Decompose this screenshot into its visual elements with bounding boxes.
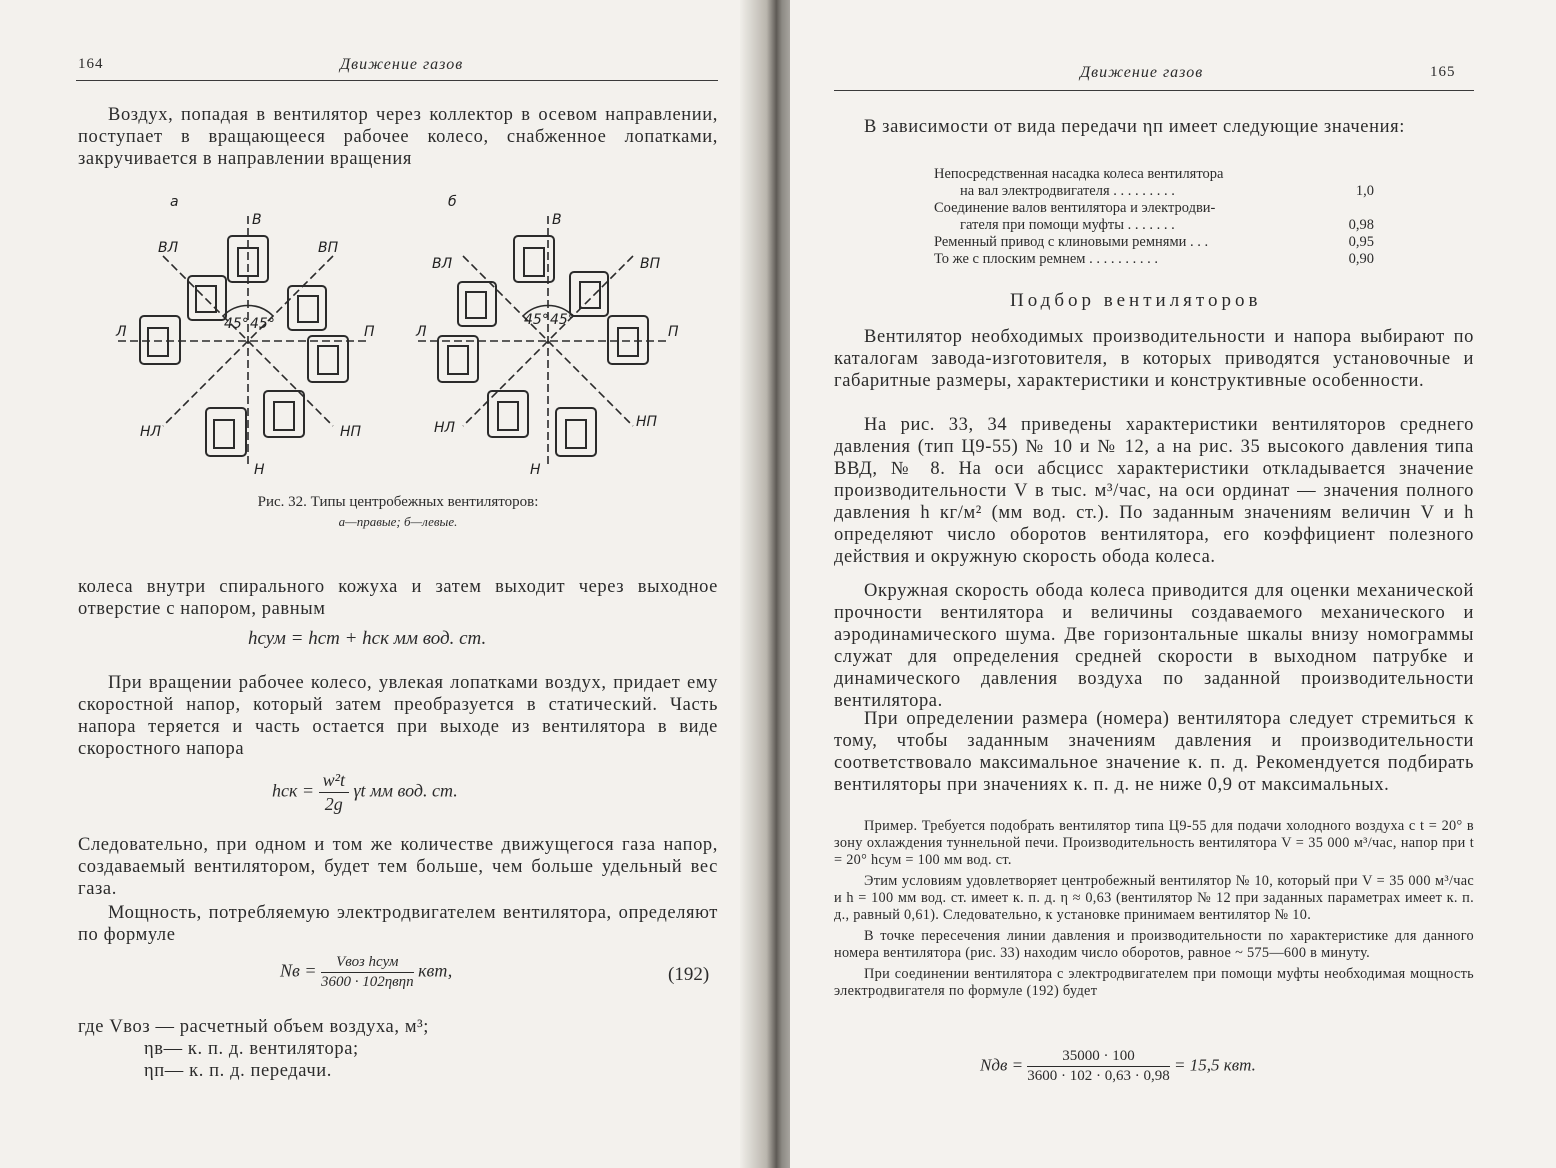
left-para-5: Мощность, потребляемую электродвигателем вентилятора, определяют по формуле xyxy=(78,903,718,945)
left-para-4: Следовательно, при одном и том же количестве движущегося газа напор, создаваемый вентилятором, будет тем больше, чем больше удельный вес газа. xyxy=(78,835,718,899)
left-para-1: Воздух, попадая в вентилятор через коллектор в осевом направлении, поступает в вращающееся рабочее колесо, снабженное лопатками, закручивается в направлении вращения xyxy=(78,105,718,169)
label-VL-a: ВЛ xyxy=(158,240,179,256)
table-row: гателя при помощи муфты . . . . . . . 0,98 xyxy=(960,217,1374,233)
right-running-head xyxy=(790,56,1556,80)
table-row: Непосредственная насадка колеса вентилятора xyxy=(934,166,1224,182)
label-NP-a: НП xyxy=(340,424,362,440)
label-L-a: Л xyxy=(116,324,127,340)
label-angle-b1: 45° xyxy=(524,312,549,328)
equation-192-number: (192) xyxy=(668,964,710,985)
left-page-number: 164 xyxy=(78,56,104,72)
label-P-a: П xyxy=(364,324,375,340)
transmission-efficiency-table xyxy=(934,166,1374,268)
label-L-b: Л xyxy=(416,324,427,340)
example-text xyxy=(834,818,1474,1000)
equation-ndv-fraction: $\frac{35000 \cdot 100}{3600 \cdot 102 \cdot 0,63 \cdot 0,98}$ xyxy=(1027,1048,1170,1084)
left-para-2: колеса внутри спирального кожуха и затем выходит через выходное отверстие с напором, равным xyxy=(78,577,718,619)
left-header-rule xyxy=(76,80,718,81)
caption-line-2: а—правые; б—левые. xyxy=(338,514,458,529)
right-para-2: На рис. 33, 34 приведены характеристики вентиляторов среднего давления (тип Ц9-55) № 10 и № 12, а на рис. 35 высокого давления типа ВВД, № 8. На оси абсцисс характеристики откладывается значение производительности V в тыс. м³/час, на оси ординат — значения полного давления h кг/м² (мм вод. ст.). По заданным значениям величин V и h определяют число оборотов вентилятора, его коэффициент полезного действия и окружную скорость обода колеса. xyxy=(834,415,1474,567)
where-line-3: ηп— к. п. д. передачи. xyxy=(144,1061,332,1081)
left-para-3: При вращении рабочее колесо, увлекая лопатками воздух, придает ему скоростной напор, который затем преобразуется в статический. Часть напора теряется и часть остается при выходе из вентилятора в виде скоростного напора xyxy=(78,673,718,759)
figure-32-caption xyxy=(78,492,718,532)
label-NL-b: НЛ xyxy=(434,420,456,436)
right-running-title: Движение газов xyxy=(1080,64,1204,81)
where-list xyxy=(78,1016,718,1082)
label-NP-b: НП xyxy=(636,414,658,430)
right-page-number: 165 xyxy=(1430,64,1456,80)
equation-192-fraction: $\frac{\text{Vвоз hсум}}{\text{3600 · 102ηвηп}}$ xyxy=(320,954,414,990)
label-angle-a2: 45° xyxy=(250,316,275,332)
label-VP-a: ВП xyxy=(318,240,339,256)
example-para-1: Пример. Требуется подобрать вентилятор типа Ц9-55 для подачи холодного воздуха с t = 20° в зону охлаждения туннельной печи. Производительность вентилятора V = 35 000 м³/час, напор при t = 20° hсум = 100 мм вод. ст. xyxy=(834,818,1474,868)
equation-hsk: hск = $\frac{\text{w²t}}{2g}$ γt мм вод. ст. xyxy=(272,770,458,814)
right-header-rule xyxy=(834,90,1474,91)
label-angle-b2: 45° xyxy=(550,312,575,328)
table-row: Соединение валов вентилятора и электродви- xyxy=(934,200,1216,216)
table-row: на вал электродвигателя . . . . . . . . . 1,0 xyxy=(960,183,1374,199)
left-page xyxy=(0,0,760,1168)
label-angle-a1: 45° xyxy=(224,316,249,332)
where-line-2: ηв— к. п. д. вентилятора; xyxy=(144,1039,359,1059)
example-para-3: В точке пересечения линии давления и производительности по характеристике для данного номера вентилятора (рис. 33) находим число оборотов, равное ~ 575—600 в минуту. xyxy=(834,928,1474,961)
equation-192: Nв = $\frac{\text{Vвоз hсум}}{\text{3600 · 102ηвηп}}$ квт, xyxy=(280,954,453,990)
left-running-head xyxy=(0,56,760,80)
right-para-4: При определении размера (номера) вентилятора следует стремиться к тому, чтобы заданным значениям давления и производительности соответствовало максимальное значение к. п. д. Рекомендуется подбирать вентиляторы при значениях к. п. д. не ниже 0,9 от максимальных. xyxy=(834,709,1474,795)
section-heading: Подбор вентиляторов xyxy=(1010,290,1262,311)
label-V-b: В xyxy=(552,212,562,228)
equation-hsk-fraction: $\frac{\text{w²t}}{2g}$ xyxy=(319,770,349,815)
label-P-b: П xyxy=(668,324,679,340)
equation-hsum: hсум = hст + hск мм вод. ст. xyxy=(248,628,487,649)
right-page xyxy=(790,0,1556,1168)
right-intro: В зависимости от вида передачи ηп имеет следующие значения: xyxy=(864,117,1405,137)
table-row: Ременный привод с клиновыми ремнями . . . 0,95 xyxy=(934,234,1374,250)
equation-ndv: Nдв = $\frac{35000 \cdot 100}{3600 \cdot 102 \cdot 0,63 \cdot 0,98}$ = 15,5 квт. xyxy=(980,1048,1256,1084)
label-N-a: Н xyxy=(254,462,265,476)
label-VP-b: ВП xyxy=(640,256,661,272)
left-running-title: Движение газов xyxy=(340,56,464,73)
figure-label-b: б xyxy=(448,194,457,210)
diagram-b-left-handed xyxy=(418,216,668,466)
figure-32-fan-types xyxy=(78,186,718,476)
where-line-1: где Vвоз — расчетный объем воздуха, м³; xyxy=(78,1017,430,1037)
figure-label-a: a xyxy=(170,194,179,210)
label-N-b: Н xyxy=(530,462,541,476)
right-para-3: Окружная скорость обода колеса приводится для оценки механической прочности вентилятора и величины создаваемого механического и аэродинамического шума. Две горизонтальные шкалы внизу номограммы служат для определения средней скорости в выходном патрубке и динамического давления воздуха по заданной производительности вентилятора. xyxy=(834,581,1474,711)
example-para-4: При соединении вентилятора с электродвигателем при помощи муфты необходимая мощность электродвигателя по формуле (192) будет xyxy=(834,966,1474,999)
example-para-2: Этим условиям удовлетворяет центробежный вентилятор № 10, который при V = 35 000 м³/час и h = 100 мм вод. ст. имеет к. п. д. η ≈ 0,63 (вентилятор № 12 при заданных параметрах имеет к. п. д., равный 0,61). Следовательно, к установке принимаем вентилятор № 10. xyxy=(834,873,1474,923)
right-para-1: Вентилятор необходимых производительности и напора выбирают по каталогам завода-изготовителя, в которых приводятся установочные и габаритные размеры, характеристики и конструктивные особенности. xyxy=(834,327,1474,391)
label-V-a: В xyxy=(252,212,262,228)
table-row: То же с плоским ремнем . . . . . . . . . . 0,90 xyxy=(934,251,1374,267)
caption-line-1: Рис. 32. Типы центробежных вентиляторов: xyxy=(257,494,539,510)
label-VL-b: ВЛ xyxy=(432,256,453,272)
label-NL-a: НЛ xyxy=(140,424,162,440)
